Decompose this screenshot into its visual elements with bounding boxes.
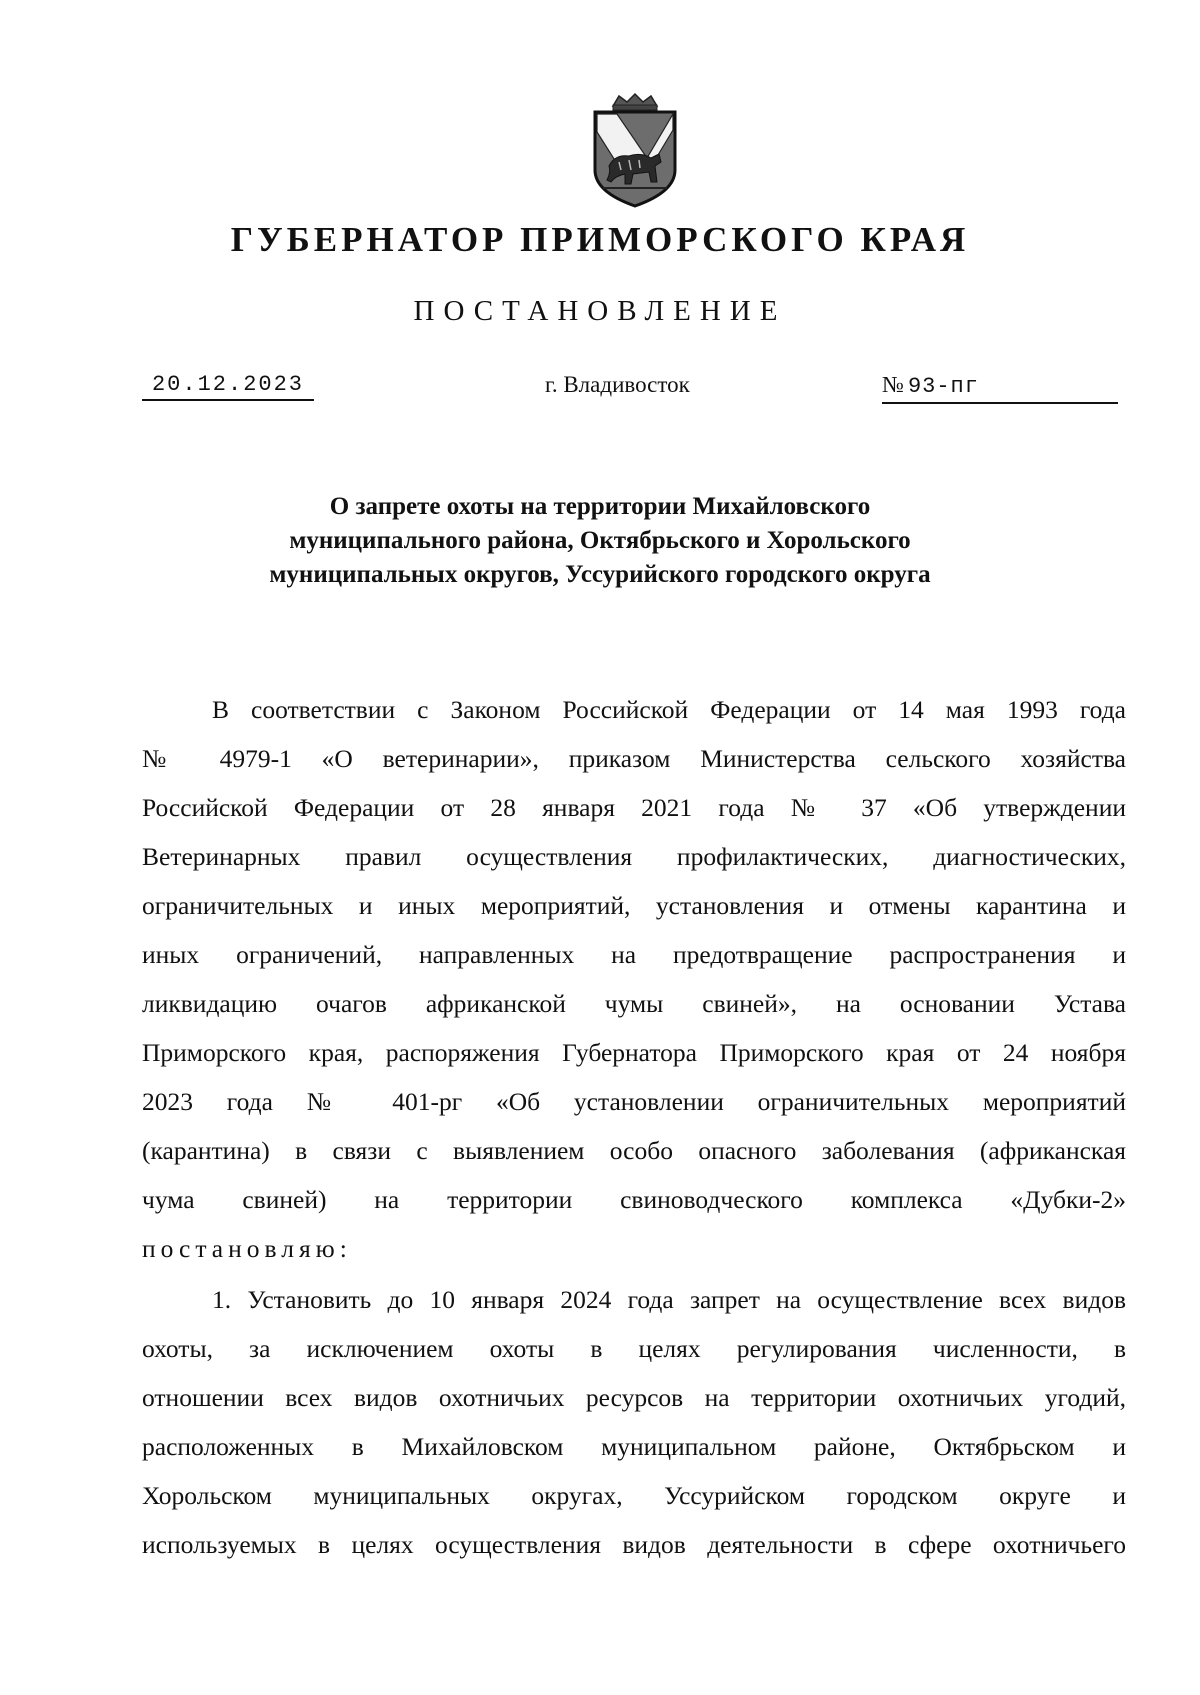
document-date: 20.12.2023: [142, 372, 314, 401]
body-line: ограничительных и иных мероприятий, установления и отмены карантина и: [142, 891, 1126, 920]
document-number-field: [882, 372, 1118, 404]
body-line: Хорольском муниципальных округах, Уссурийском городском округе и: [142, 1481, 1126, 1510]
clause-1-paragraph: [142, 1275, 1126, 1569]
preamble-paragraph: [142, 685, 1126, 1273]
body-line: В соответствии с Законом Российской Федерации от 14 мая 1993 года: [212, 695, 1126, 724]
body-line: Российской Федерации от 28 января 2021 года № 37 «Об утверждении: [142, 793, 1126, 822]
coat-of-arms-icon: [585, 92, 685, 210]
document-city: г. Владивосток: [545, 372, 690, 397]
body-line: иных ограничений, направленных на предотвращение распространения и: [142, 940, 1126, 969]
title-line: муниципальных округов, Уссурийского городского округа: [269, 561, 931, 588]
number-sign: №: [882, 372, 904, 397]
body-line: 1. Установить до 10 января 2024 года запрет на осуществление всех видов: [212, 1285, 1126, 1314]
title-line: О запрете охоты на территории Михайловского: [329, 493, 871, 520]
body-line: охоты, за исключением охоты в целях регулирования численности, в: [142, 1334, 1126, 1363]
title-line: муниципального района, Октябрьского и Хорольского: [289, 527, 911, 554]
body-line: используемых в целях осуществления видов деятельности в сфере охотничьего: [142, 1530, 1126, 1559]
document-number: 93-пг: [907, 374, 979, 399]
body-line: 2023 года № 401-рг «Об установлении ограничительных мероприятий: [142, 1087, 1126, 1116]
body-line: Приморского края, распоряжения Губернатора Приморского края от 24 ноября: [142, 1038, 1126, 1067]
body-line: Ветеринарных правил осуществления профилактических, диагностических,: [142, 842, 1126, 871]
authority-title: ГУБЕРНАТОР ПРИМОРСКОГО КРАЯ: [230, 220, 970, 259]
body-line: (карантина) в связи с выявлением особо опасного заболевания (африканская: [142, 1136, 1126, 1165]
body-line: № 4979-1 «О ветеринарии», приказом Министерства сельского хозяйства: [142, 744, 1126, 773]
body-line: чума свиней) на территории свиноводческого комплекса «Дубки-2»: [142, 1185, 1126, 1214]
body-line: ликвидацию очагов африканской чумы свиней», на основании Устава: [142, 989, 1126, 1018]
document-type: ПОСТАНОВЛЕНИЕ: [413, 295, 787, 327]
document-title: [150, 490, 1050, 592]
resolve-word: постановляю:: [142, 1234, 352, 1263]
body-line: расположенных в Михайловском муниципальном районе, Октябрьском и: [142, 1432, 1126, 1461]
body-line: отношении всех видов охотничьих ресурсов на территории охотничьих угодий,: [142, 1383, 1126, 1412]
